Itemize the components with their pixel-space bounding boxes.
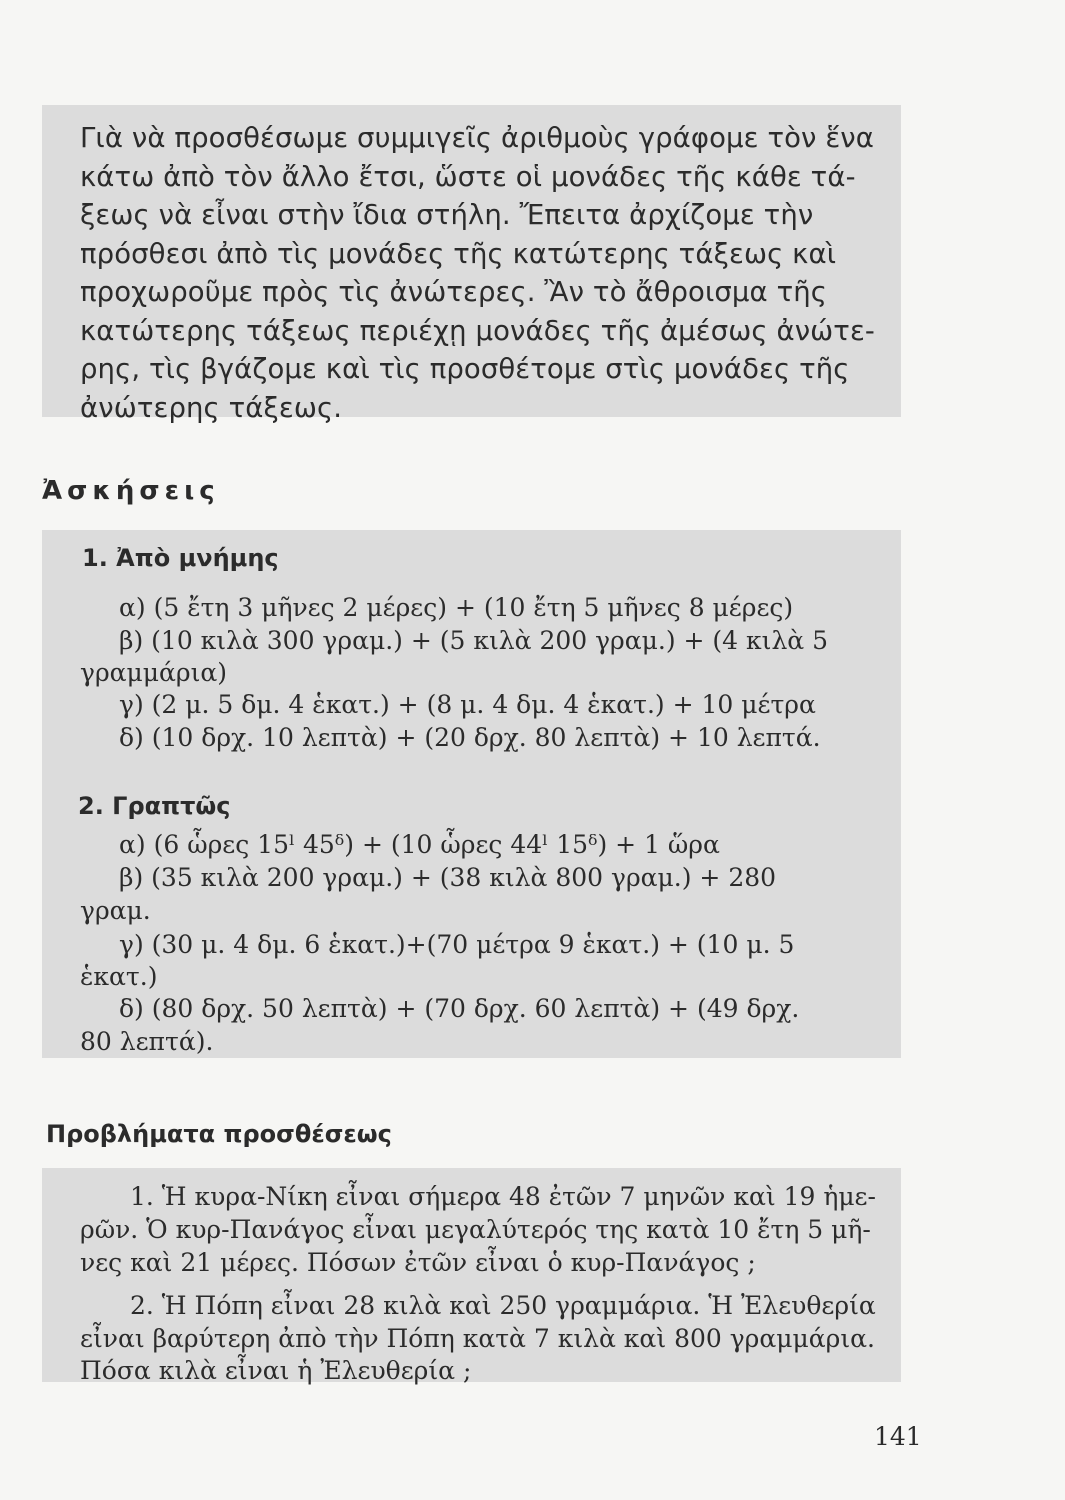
memory-item-a: α) (5 ἔτη 3 μῆνες 2 μέρες) + (10 ἔτη 5 μῆνες 8 μέρες) xyxy=(119,593,794,622)
problem-1-line: ρῶν. Ὁ κυρ-Πανάγος εἶναι μεγαλύτερός της κατὰ 10 ἔτη 5 μῆ- xyxy=(80,1215,871,1244)
memory-title: 1. Ἀπὸ μνήμης xyxy=(82,544,279,572)
rule-line: κάτω ἀπὸ τὸν ἄλλο ἔτσι, ὥστε οἱ μονάδες τῆς κάθε τά- xyxy=(80,160,856,193)
memory-item-b: β) (10 κιλὰ 300 γραμ.) + (5 κιλὰ 200 γραμ.) + (4 κιλὰ 5 xyxy=(119,626,829,655)
problems-box xyxy=(42,1168,901,1385)
problem-2-line: 2. Ἡ Πόπη εἶναι 28 κιλὰ καὶ 250 γραμμάρια. Ἡ Ἐλευθερία xyxy=(130,1291,876,1320)
memory-item-b-cont: γραμμάρια) xyxy=(80,658,228,687)
rule-line: ἀνώτερης τάξεως. xyxy=(80,391,343,424)
written-item-c: γ) (30 μ. 4 δμ. 6 ἑκατ.)+(70 μέτρα 9 ἑκατ.) + (10 μ. 5 xyxy=(119,930,795,959)
written-title: 2. Γραπτῶς xyxy=(78,792,231,820)
rule-box xyxy=(42,105,901,424)
problem-1-line: νες καὶ 21 μέρες. Πόσων ἐτῶν εἶναι ὁ κυρ-Πανάγος ; xyxy=(80,1248,756,1277)
problems-heading: Προβλήματα προσθέσεως xyxy=(46,1120,392,1148)
written-item-a: α) (6 ὧρες 15ˡ 45ᵟ) + (10 ὧρες 44ˡ 15ᵟ) + 1 ὥρα xyxy=(119,830,720,859)
exercises-box xyxy=(42,530,901,1058)
written-item-c-cont: ἑκατ.) xyxy=(80,962,158,991)
problem-1-line: 1. Ἡ κυρα-Νίκη εἶναι σήμερα 48 ἐτῶν 7 μηνῶν καὶ 19 ἡμε- xyxy=(130,1182,876,1211)
rule-line: κατώτερης τάξεως περιέχῃ μονάδες τῆς ἀμέσως ἀνώτε- xyxy=(80,314,875,347)
written-item-d: δ) (80 δρχ. 50 λεπτὰ) + (70 δρχ. 60 λεπτὰ) + (49 δρχ. xyxy=(119,994,800,1023)
rule-line: προχωροῦμε πρὸς τὶς ἀνώτερες. Ἂν τὸ ἄθροισμα τῆς xyxy=(80,276,828,308)
rule-line: Γιὰ νὰ προσθέσωμε συμμιγεῖς ἀριθμοὺς γράφομε τὸν ἕνα xyxy=(80,122,874,154)
exercises-heading: Ἀσκήσεις xyxy=(42,476,220,506)
memory-item-c: γ) (2 μ. 5 δμ. 4 ἑκατ.) + (8 μ. 4 δμ. 4 ἑκατ.) + 10 μέτρα xyxy=(119,690,816,719)
written-item-d-cont: 80 λεπτά). xyxy=(80,1027,214,1056)
page-number: 141 xyxy=(874,1422,922,1451)
written-item-b: β) (35 κιλὰ 200 γραμ.) + (38 κιλὰ 800 γραμ.) + 280 xyxy=(119,863,777,892)
rule-line: ξεως νὰ εἶναι στὴν ἴδια στήλη. Ἔπειτα ἀρχίζομε τὴν xyxy=(80,199,814,231)
memory-item-d: δ) (10 δρχ. 10 λεπτὰ) + (20 δρχ. 80 λεπτὰ) + 10 λεπτά. xyxy=(119,723,821,752)
problem-2-line: εἶναι βαρύτερη ἀπὸ τὴν Πόπη κατὰ 7 κιλὰ καὶ 800 γραμμάρια. xyxy=(80,1324,875,1353)
written-item-b-cont: γραμ. xyxy=(80,896,151,925)
rule-line: ρης, τὶς βγάζομε καὶ τὶς προσθέτομε στὶς μονάδες τῆς xyxy=(80,353,850,385)
rule-line: πρόσθεσι ἀπὸ τὶς μονάδες τῆς κατώτερης τάξεως καὶ xyxy=(80,237,837,270)
problem-2-line: Πόσα κιλὰ εἶναι ἡ Ἐλευθερία ; xyxy=(80,1356,472,1385)
